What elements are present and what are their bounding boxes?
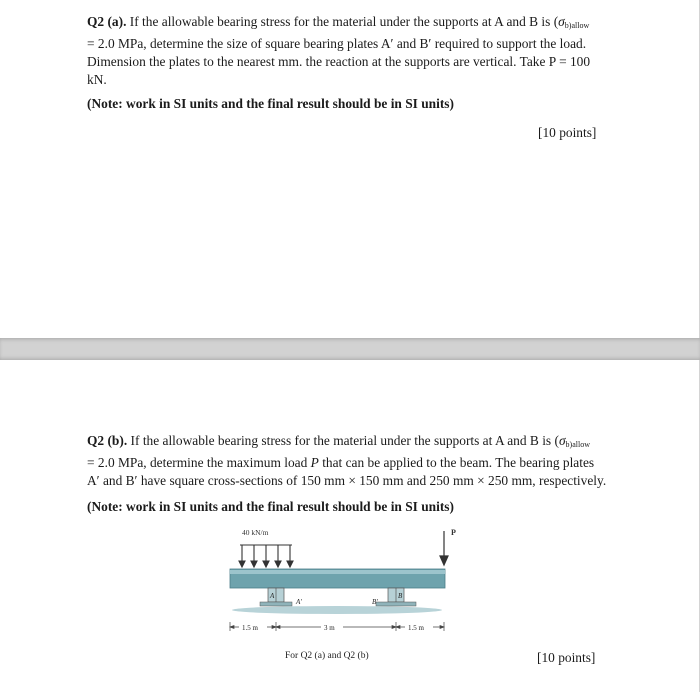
p-label: P: [451, 528, 456, 537]
q2a-points: [10 points]: [538, 125, 597, 140]
page-q2b: [0, 360, 700, 692]
dim-mid-label: 3 m: [324, 624, 335, 632]
page-divider: [0, 338, 700, 360]
q2a-line-2: = 2.0 MPa, determine the size of square bearing plates A′ and B′ required to support the load.: [87, 36, 587, 51]
page-q2a: [0, 0, 700, 338]
q2b-points: [10 points]: [537, 650, 596, 665]
load-label: 40 kN/m: [242, 528, 269, 537]
q2a-line-1: Q2 (a). If the allowable bearing stress for the material under the supports at A and B is ($\sigma_{b)allow}$: [87, 14, 590, 30]
dim-right-label: 1.5 m: [408, 624, 424, 632]
q2b-note: (Note: work in SI units and the final result should be in SI units): [87, 499, 454, 514]
dim-left-label: 1.5 m: [242, 624, 258, 632]
q2b-heading: Q2 (b).: [87, 433, 128, 448]
figure-caption: For Q2 (a) and Q2 (b): [285, 651, 369, 661]
q2b-line-1: Q2 (b). If the allowable bearing stress for the material under the supports at A and B is ($\sigma_{b)allow}$: [87, 433, 590, 449]
q2a-line-3: Dimension the plates to the nearest mm. the reaction at the supports are vertical. Take P = 100: [87, 54, 591, 69]
ground: [232, 606, 442, 614]
q2a-statement: [87, 13, 617, 89]
q2b-statement: [87, 432, 617, 490]
point-load-arrow: [440, 531, 448, 565]
plate-b-label: B′: [372, 598, 378, 606]
q2b-line-3: A′ and B′ have square cross-sections of 150 mm × 150 mm and 250 mm × 250 mm, respectively.: [87, 473, 607, 488]
beam-highlight: [230, 570, 445, 574]
support-b: [376, 588, 416, 606]
plate-a-label: A′: [296, 598, 302, 606]
distributed-load-arrows: [239, 545, 293, 567]
q2a-line-4: kN.: [87, 72, 107, 87]
q2a-note: (Note: work in SI units and the final result should be in SI units): [87, 96, 454, 111]
q2b-line-2: = 2.0 MPa, determine the maximum load P that can be applied to the beam. The bearing plates: [87, 455, 595, 470]
support-b-label: B: [398, 592, 403, 600]
support-a-label: A: [270, 592, 275, 600]
q2a-heading: Q2 (a).: [87, 14, 127, 29]
support-a: [260, 588, 292, 606]
